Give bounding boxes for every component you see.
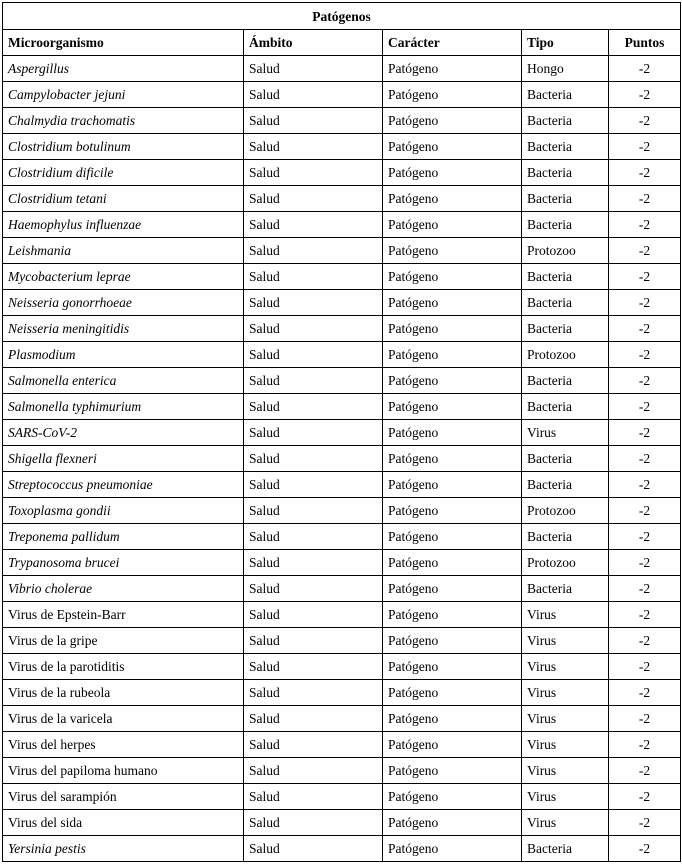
cell-ambito: Salud (244, 810, 383, 836)
cell-puntos: -2 (609, 836, 681, 862)
table-row (3, 238, 681, 264)
cell-ambito: Salud (244, 550, 383, 576)
cell-microorganismo: Virus de la rubeola (3, 680, 244, 706)
cell-ambito: Salud (244, 160, 383, 186)
cell-microorganismo: Virus de la varicela (3, 706, 244, 732)
cell-ambito: Salud (244, 836, 383, 862)
cell-ambito: Salud (244, 576, 383, 602)
cell-ambito: Salud (244, 134, 383, 160)
header-ambito: Ámbito (244, 30, 383, 56)
table-row (3, 524, 681, 550)
cell-microorganismo: Virus de Epstein-Barr (3, 602, 244, 628)
cell-caracter: Patógeno (383, 550, 522, 576)
cell-tipo: Bacteria (522, 446, 609, 472)
cell-tipo: Virus (522, 602, 609, 628)
cell-tipo: Bacteria (522, 368, 609, 394)
cell-ambito: Salud (244, 706, 383, 732)
cell-microorganismo: Streptococcus pneumoniae (3, 472, 244, 498)
cell-ambito: Salud (244, 186, 383, 212)
cell-caracter: Patógeno (383, 784, 522, 810)
cell-caracter: Patógeno (383, 394, 522, 420)
cell-caracter: Patógeno (383, 628, 522, 654)
cell-puntos: -2 (609, 186, 681, 212)
cell-microorganismo: Clostridium tetani (3, 186, 244, 212)
table-row (3, 186, 681, 212)
cell-ambito: Salud (244, 394, 383, 420)
cell-ambito: Salud (244, 264, 383, 290)
cell-microorganismo: Campylobacter jejuni (3, 82, 244, 108)
table-row (3, 316, 681, 342)
cell-ambito: Salud (244, 602, 383, 628)
cell-microorganismo: SARS-CoV-2 (3, 420, 244, 446)
cell-caracter: Patógeno (383, 82, 522, 108)
cell-microorganismo: Virus de la parotiditis (3, 654, 244, 680)
cell-tipo: Bacteria (522, 134, 609, 160)
cell-microorganismo: Clostridium botulinum (3, 134, 244, 160)
cell-caracter: Patógeno (383, 316, 522, 342)
cell-tipo: Virus (522, 758, 609, 784)
cell-puntos: -2 (609, 368, 681, 394)
cell-microorganismo: Neisseria meningitidis (3, 316, 244, 342)
table-header-row (3, 30, 681, 56)
table-row (3, 732, 681, 758)
cell-puntos: -2 (609, 810, 681, 836)
cell-caracter: Patógeno (383, 732, 522, 758)
cell-puntos: -2 (609, 446, 681, 472)
cell-ambito: Salud (244, 628, 383, 654)
header-puntos: Puntos (609, 30, 681, 56)
cell-ambito: Salud (244, 108, 383, 134)
cell-ambito: Salud (244, 654, 383, 680)
table-row (3, 56, 681, 82)
cell-ambito: Salud (244, 446, 383, 472)
cell-tipo: Bacteria (522, 108, 609, 134)
cell-microorganismo: Haemophylus influenzae (3, 212, 244, 238)
cell-puntos: -2 (609, 784, 681, 810)
cell-tipo: Protozoo (522, 498, 609, 524)
cell-puntos: -2 (609, 472, 681, 498)
table-row (3, 160, 681, 186)
table-row (3, 264, 681, 290)
cell-tipo: Virus (522, 732, 609, 758)
cell-ambito: Salud (244, 524, 383, 550)
cell-microorganismo: Shigella flexneri (3, 446, 244, 472)
cell-puntos: -2 (609, 706, 681, 732)
cell-tipo: Bacteria (522, 576, 609, 602)
cell-caracter: Patógeno (383, 576, 522, 602)
cell-tipo: Bacteria (522, 264, 609, 290)
cell-tipo: Bacteria (522, 82, 609, 108)
cell-tipo: Bacteria (522, 524, 609, 550)
cell-tipo: Bacteria (522, 394, 609, 420)
cell-tipo: Protozoo (522, 342, 609, 368)
cell-ambito: Salud (244, 56, 383, 82)
cell-microorganismo: Treponema pallidum (3, 524, 244, 550)
cell-puntos: -2 (609, 290, 681, 316)
cell-caracter: Patógeno (383, 706, 522, 732)
cell-puntos: -2 (609, 160, 681, 186)
cell-tipo: Protozoo (522, 550, 609, 576)
cell-caracter: Patógeno (383, 212, 522, 238)
cell-caracter: Patógeno (383, 108, 522, 134)
cell-puntos: -2 (609, 264, 681, 290)
cell-ambito: Salud (244, 732, 383, 758)
header-microorganismo: Microorganismo (3, 30, 244, 56)
cell-microorganismo: Chalmydia trachomatis (3, 108, 244, 134)
cell-caracter: Patógeno (383, 368, 522, 394)
cell-microorganismo: Salmonella enterica (3, 368, 244, 394)
cell-puntos: -2 (609, 316, 681, 342)
cell-caracter: Patógeno (383, 290, 522, 316)
cell-tipo: Bacteria (522, 160, 609, 186)
cell-puntos: -2 (609, 420, 681, 446)
cell-tipo: Bacteria (522, 316, 609, 342)
table-row (3, 420, 681, 446)
cell-microorganismo: Yersinia pestis (3, 836, 244, 862)
table-row (3, 342, 681, 368)
cell-microorganismo: Leishmania (3, 238, 244, 264)
table-row (3, 290, 681, 316)
table-row (3, 394, 681, 420)
table-row (3, 550, 681, 576)
cell-caracter: Patógeno (383, 680, 522, 706)
cell-puntos: -2 (609, 394, 681, 420)
table-row (3, 446, 681, 472)
table-row (3, 602, 681, 628)
cell-ambito: Salud (244, 498, 383, 524)
table-row (3, 836, 681, 862)
cell-ambito: Salud (244, 680, 383, 706)
table-title: Patógenos (3, 3, 681, 30)
cell-microorganismo: Aspergillus (3, 56, 244, 82)
cell-ambito: Salud (244, 342, 383, 368)
cell-puntos: -2 (609, 732, 681, 758)
cell-ambito: Salud (244, 784, 383, 810)
cell-tipo: Bacteria (522, 472, 609, 498)
table-row (3, 108, 681, 134)
cell-caracter: Patógeno (383, 160, 522, 186)
table-row (3, 706, 681, 732)
cell-caracter: Patógeno (383, 420, 522, 446)
cell-ambito: Salud (244, 212, 383, 238)
cell-microorganismo: Virus del sida (3, 810, 244, 836)
cell-puntos: -2 (609, 758, 681, 784)
cell-microorganismo: Virus de la gripe (3, 628, 244, 654)
cell-ambito: Salud (244, 316, 383, 342)
cell-tipo: Bacteria (522, 290, 609, 316)
table-row (3, 758, 681, 784)
cell-ambito: Salud (244, 238, 383, 264)
cell-caracter: Patógeno (383, 472, 522, 498)
cell-ambito: Salud (244, 420, 383, 446)
cell-caracter: Patógeno (383, 498, 522, 524)
cell-microorganismo: Virus del papiloma humano (3, 758, 244, 784)
cell-caracter: Patógeno (383, 758, 522, 784)
cell-puntos: -2 (609, 524, 681, 550)
table-title-row (3, 3, 681, 30)
cell-ambito: Salud (244, 472, 383, 498)
cell-microorganismo: Virus del sarampión (3, 784, 244, 810)
cell-caracter: Patógeno (383, 134, 522, 160)
cell-puntos: -2 (609, 134, 681, 160)
cell-tipo: Virus (522, 810, 609, 836)
cell-caracter: Patógeno (383, 342, 522, 368)
cell-caracter: Patógeno (383, 264, 522, 290)
cell-tipo: Bacteria (522, 186, 609, 212)
cell-caracter: Patógeno (383, 654, 522, 680)
table-row (3, 654, 681, 680)
cell-puntos: -2 (609, 550, 681, 576)
cell-tipo: Protozoo (522, 238, 609, 264)
cell-microorganismo: Clostridium dificile (3, 160, 244, 186)
cell-caracter: Patógeno (383, 446, 522, 472)
table-row (3, 784, 681, 810)
cell-ambito: Salud (244, 368, 383, 394)
cell-microorganismo: Mycobacterium leprae (3, 264, 244, 290)
cell-caracter: Patógeno (383, 602, 522, 628)
cell-caracter: Patógeno (383, 238, 522, 264)
cell-puntos: -2 (609, 82, 681, 108)
cell-puntos: -2 (609, 654, 681, 680)
table-row (3, 212, 681, 238)
cell-caracter: Patógeno (383, 186, 522, 212)
cell-microorganismo: Vibrio cholerae (3, 576, 244, 602)
cell-tipo: Virus (522, 654, 609, 680)
cell-puntos: -2 (609, 342, 681, 368)
cell-tipo: Virus (522, 706, 609, 732)
cell-tipo: Virus (522, 680, 609, 706)
cell-microorganismo: Plasmodium (3, 342, 244, 368)
cell-puntos: -2 (609, 212, 681, 238)
cell-tipo: Bacteria (522, 836, 609, 862)
cell-microorganismo: Salmonella typhimurium (3, 394, 244, 420)
cell-puntos: -2 (609, 498, 681, 524)
table-row (3, 576, 681, 602)
cell-tipo: Virus (522, 784, 609, 810)
cell-puntos: -2 (609, 238, 681, 264)
table-row (3, 368, 681, 394)
cell-tipo: Bacteria (522, 212, 609, 238)
cell-tipo: Virus (522, 420, 609, 446)
header-tipo: Tipo (522, 30, 609, 56)
table-row (3, 472, 681, 498)
cell-tipo: Hongo (522, 56, 609, 82)
table-row (3, 498, 681, 524)
table-row (3, 134, 681, 160)
table-row (3, 628, 681, 654)
table-row (3, 82, 681, 108)
cell-ambito: Salud (244, 758, 383, 784)
cell-puntos: -2 (609, 602, 681, 628)
cell-microorganismo: Trypanosoma brucei (3, 550, 244, 576)
cell-caracter: Patógeno (383, 524, 522, 550)
table-row (3, 680, 681, 706)
cell-ambito: Salud (244, 290, 383, 316)
cell-caracter: Patógeno (383, 810, 522, 836)
cell-puntos: -2 (609, 108, 681, 134)
cell-microorganismo: Toxoplasma gondii (3, 498, 244, 524)
cell-puntos: -2 (609, 680, 681, 706)
cell-caracter: Patógeno (383, 56, 522, 82)
cell-microorganismo: Neisseria gonorrhoeae (3, 290, 244, 316)
cell-puntos: -2 (609, 56, 681, 82)
header-caracter: Carácter (383, 30, 522, 56)
cell-ambito: Salud (244, 82, 383, 108)
cell-tipo: Virus (522, 628, 609, 654)
table-row (3, 810, 681, 836)
cell-microorganismo: Virus del herpes (3, 732, 244, 758)
cell-puntos: -2 (609, 576, 681, 602)
pathogens-table (2, 2, 681, 862)
cell-caracter: Patógeno (383, 836, 522, 862)
cell-puntos: -2 (609, 628, 681, 654)
